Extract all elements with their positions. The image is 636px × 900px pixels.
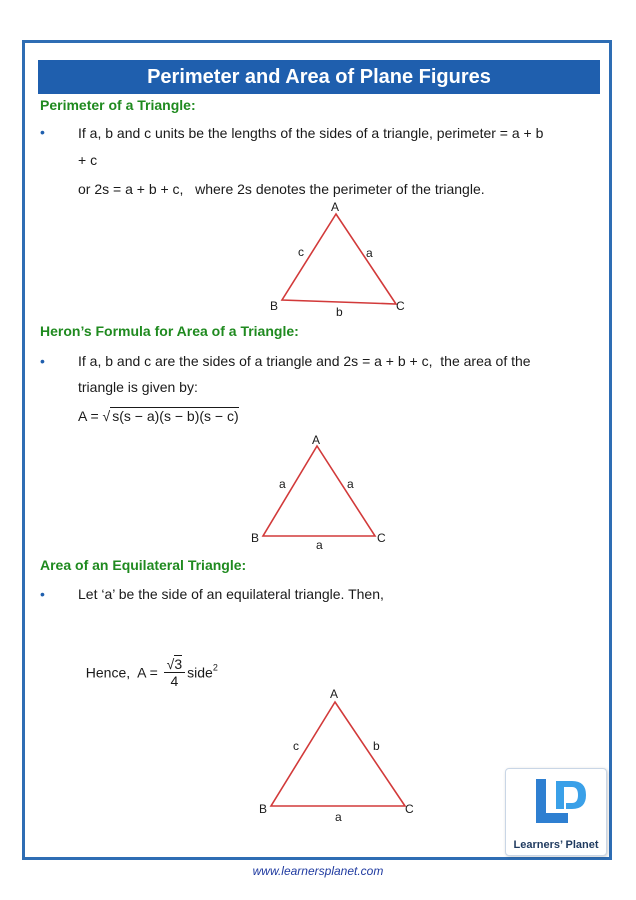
triangle-3-shape <box>271 702 405 806</box>
side-label-bc: b <box>336 305 343 319</box>
vertex-c: C <box>377 531 386 545</box>
side-label-ac: a <box>347 477 354 491</box>
fraction-numerator-value: 3 <box>174 656 183 672</box>
triangle-diagram-3 <box>255 680 425 835</box>
lp-mark-icon <box>506 769 606 835</box>
perimeter-text-line2: + c <box>78 152 98 168</box>
vertex-c: C <box>396 299 405 313</box>
perimeter-text-line1: If a, b and c units be the lengths of the sides of a triangle, perimeter = a + b <box>78 125 544 141</box>
bullet-1: • <box>40 124 45 140</box>
formula-root: s(s − a)(s − b)(s − c) <box>112 408 239 424</box>
triangle-1-shape <box>282 214 396 304</box>
triangle-2-shape <box>263 446 375 536</box>
bullet-2: • <box>40 353 45 369</box>
herons-formula <box>78 408 239 424</box>
section-heading-perimeter: Perimeter of a Triangle: <box>40 97 196 113</box>
side-text: side <box>187 664 213 681</box>
formula-lhs: A = <box>78 408 103 424</box>
learners-planet-logo <box>505 768 607 856</box>
section-heading-herons: Heron’s Formula for Area of a Triangle: <box>40 323 299 339</box>
equilateral-formula <box>78 640 218 689</box>
fraction-numerator: √3 <box>164 656 185 673</box>
side-label-bc: a <box>335 810 342 824</box>
vertex-b: B <box>259 802 268 816</box>
vertex-c: C <box>405 802 414 816</box>
sqrt-sign: √ <box>102 408 111 424</box>
side-label-ab: a <box>279 477 286 491</box>
triangle-diagram-2 <box>245 430 405 559</box>
vertex-b: B <box>251 531 260 545</box>
logo-caption: Learners’ Planet <box>513 839 599 851</box>
vertex-a: A <box>330 687 339 701</box>
side-label-ac: b <box>373 739 380 753</box>
side-label-bc: a <box>316 538 323 552</box>
side-label-ab: c <box>293 739 299 753</box>
hence-label: Hence, A = <box>85 664 162 681</box>
herons-text-line2: triangle is given by: <box>78 379 198 395</box>
footer-url[interactable]: www.learnersplanet.com <box>252 864 384 878</box>
vertex-a: A <box>312 433 321 447</box>
herons-text-line1: If a, b and c are the sides of a triangle and 2s = a + b + c, the area of the <box>78 353 531 369</box>
fraction <box>164 656 185 689</box>
exponent: 2 <box>212 662 218 673</box>
section-heading-equilateral: Area of an Equilateral Triangle: <box>40 557 247 573</box>
perimeter-text-line3: or 2s = a + b + c, where 2s denotes the perimeter of the triangle. <box>78 181 485 197</box>
vertex-b: B <box>270 299 279 313</box>
side-label-ab: c <box>298 245 304 259</box>
triangle-diagram-1 <box>262 200 422 325</box>
side-label-ac: a <box>366 246 373 260</box>
vertex-a: A <box>331 200 340 214</box>
fraction-denominator: 4 <box>170 673 179 689</box>
page-title: Perimeter and Area of Plane Figures <box>38 60 600 94</box>
equilateral-text-line1: Let ‘a’ be the side of an equilateral triangle. Then, <box>78 586 384 602</box>
bullet-3: • <box>40 586 45 602</box>
